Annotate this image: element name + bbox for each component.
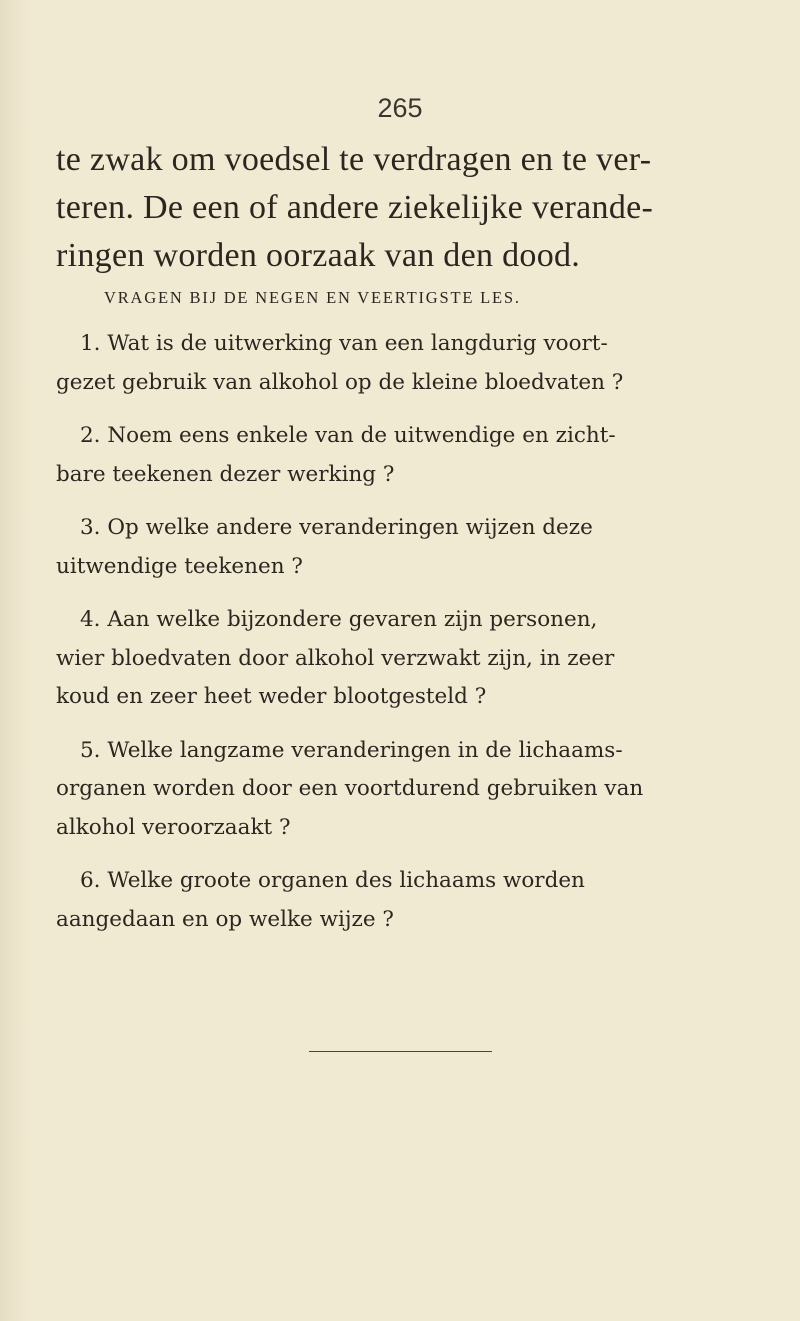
question-line: 5. Welke langzame veranderingen in de lichaams- — [80, 737, 623, 763]
question-line: 4. Aan welke bijzondere gevaren zijn personen, — [80, 607, 598, 632]
page-number: 265 — [377, 93, 423, 123]
intro-line: ringen worden oorzaak van den dood. — [56, 237, 581, 274]
intro-paragraph — [56, 136, 756, 280]
question-line: wier bloedvaten door alkohol verzwakt zijn, in zeer — [56, 645, 615, 671]
question-item — [56, 509, 766, 586]
question-line: bare teekenen dezer werking ? — [56, 461, 395, 487]
intro-line: teren. De een of andere ziekelijke verande- — [56, 189, 654, 226]
question-line: gezet gebruik van alkohol op de kleine bloedvaten ? — [56, 369, 624, 395]
intro-line: te zwak om voedsel te verdragen en te ver- — [56, 141, 652, 178]
question-line: aangedaan en op welke wijze ? — [56, 906, 394, 932]
question-line: 6. Welke groote organen des lichaams worden — [80, 868, 585, 893]
question-item — [56, 325, 766, 402]
question-line: organen worden door een voortdurend gebruiken van — [56, 776, 644, 801]
question-line: koud en zeer heet weder blootgesteld ? — [56, 684, 487, 709]
question-item — [56, 417, 766, 494]
question-list — [56, 325, 766, 954]
question-line: uitwendige teekenen ? — [56, 553, 303, 579]
section-heading: VRAGEN BIJ DE NEGEN EN VEERTIGSTE LES. — [104, 288, 521, 307]
question-line: alkohol veroorzaakt ? — [56, 814, 291, 840]
closing-rule — [309, 1051, 492, 1052]
question-item — [56, 601, 766, 717]
question-line: 3. Op welke andere veranderingen wijzen deze — [80, 515, 593, 540]
question-line: 1. Wat is de uitwerking van een langdurig voort- — [80, 331, 608, 356]
question-line: 2. Noem eens enkele van de uitwendige en zicht- — [80, 423, 616, 448]
question-item — [56, 732, 766, 848]
question-item — [56, 862, 766, 939]
